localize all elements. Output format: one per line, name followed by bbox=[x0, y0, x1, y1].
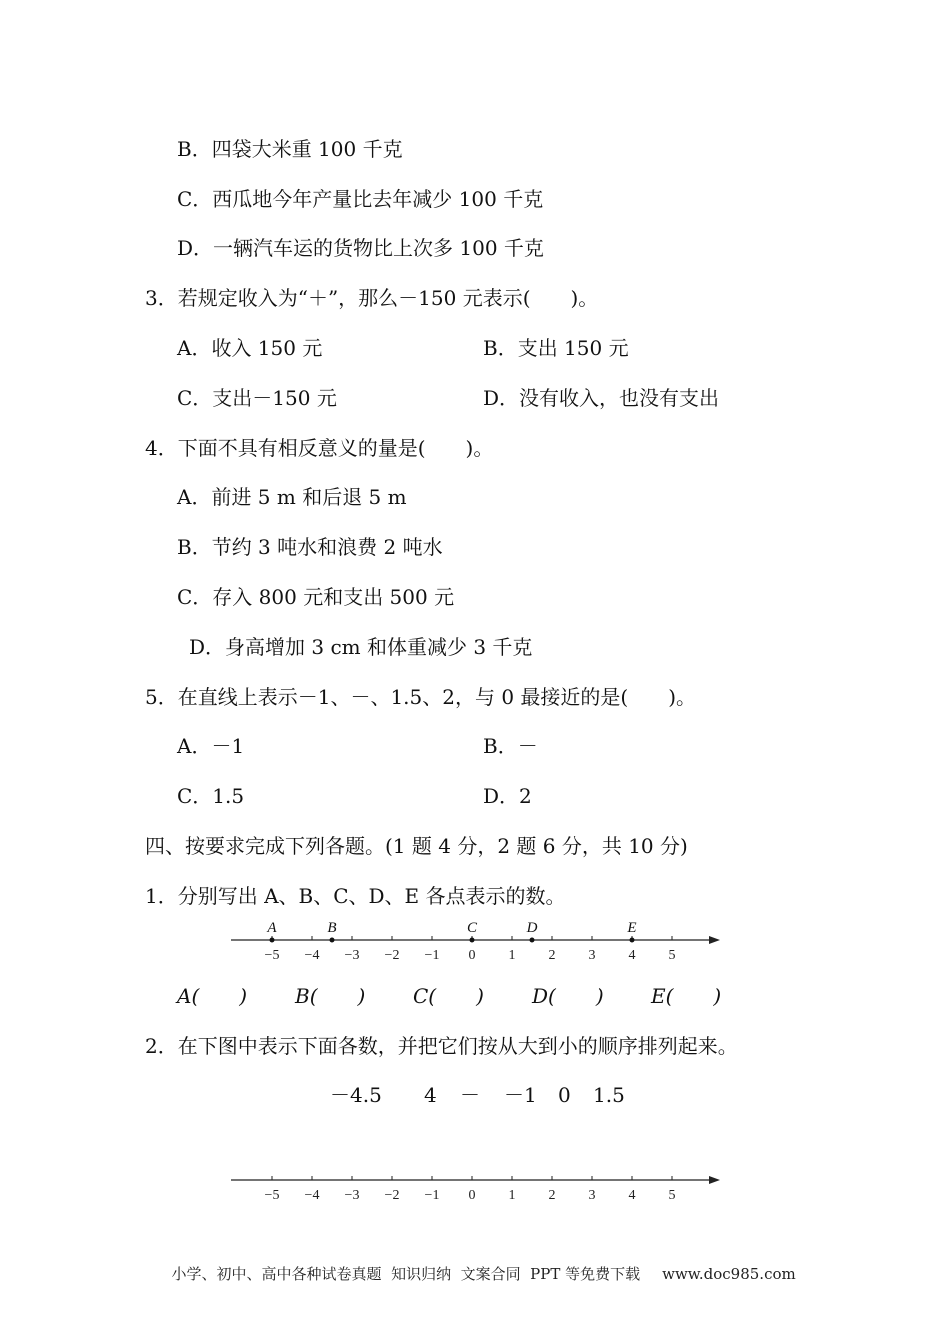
q4-option-a: A．前进 5 m 和后退 5 m bbox=[177, 485, 407, 509]
tick-label: 0 bbox=[468, 948, 476, 963]
point-label: E bbox=[627, 920, 637, 936]
footer-url[interactable]: www.doc985.com bbox=[662, 1265, 796, 1283]
tick-label: 5 bbox=[668, 1188, 676, 1203]
q4-option-c: C．存入 800 元和支出 500 元 bbox=[177, 585, 455, 609]
number-line-2 bbox=[0, 1155, 950, 1205]
q4-option-d: D．身高增加 3 cm 和体重减少 3 千克 bbox=[189, 635, 533, 659]
q5-option-d: D．2 bbox=[483, 784, 532, 808]
footer bbox=[162, 1244, 796, 1284]
point-marker bbox=[330, 938, 335, 943]
number-line-1 bbox=[0, 915, 950, 965]
point-label: A bbox=[267, 920, 277, 936]
q2-number-4: －1 bbox=[504, 1083, 537, 1107]
answer-blank-b: B( ) bbox=[295, 984, 366, 1008]
q2-number-5: 0 bbox=[558, 1083, 571, 1107]
q3-option-b: B．支出 150 元 bbox=[483, 336, 629, 360]
footer-text: 小学、初中、高中各种试卷真题 知识归纳 文案合同 PPT 等免费下载 bbox=[171, 1265, 641, 1283]
q2-number-2: 4 bbox=[424, 1083, 437, 1107]
answer-blank-d: D( ) bbox=[532, 984, 604, 1008]
q3-option-c: C．支出－150 元 bbox=[177, 386, 337, 410]
section4-q2-stem: 2．在下图中表示下面各数，并把它们按从大到小的顺序排列起来。 bbox=[145, 1034, 738, 1058]
tick-label: −3 bbox=[344, 1188, 360, 1203]
point-marker bbox=[270, 938, 275, 943]
tick-label: −5 bbox=[264, 1188, 280, 1203]
tick-label: 2 bbox=[548, 948, 556, 963]
section4-q1-stem: 1．分别写出 A、B、C、D、E 各点表示的数。 bbox=[145, 884, 566, 908]
point-marker bbox=[470, 938, 475, 943]
tick-label: 1 bbox=[508, 948, 516, 963]
tick-label: −1 bbox=[424, 1188, 440, 1203]
tick-label: 2 bbox=[548, 1188, 556, 1203]
tick-label: −4 bbox=[304, 1188, 320, 1203]
tick-label: −2 bbox=[384, 1188, 400, 1203]
q2-number-3: － bbox=[460, 1083, 480, 1107]
point-label: B bbox=[327, 920, 337, 936]
tick-label: −5 bbox=[264, 948, 280, 963]
tick-label: 4 bbox=[628, 1188, 636, 1203]
q5-option-a: A．－1 bbox=[177, 734, 245, 758]
option-c: C．西瓜地今年产量比去年减少 100 千克 bbox=[177, 187, 544, 211]
q2-number-1: －4.5 bbox=[330, 1083, 382, 1107]
answer-blank-a: A( ) bbox=[177, 984, 248, 1008]
tick-label: 4 bbox=[628, 948, 636, 963]
point-label: C bbox=[466, 920, 478, 936]
point-marker bbox=[530, 938, 535, 943]
q5-stem: 5．在直线上表示－1、－、1.5、2，与 0 最接近的是( )。 bbox=[145, 685, 697, 709]
answer-blank-c: C( ) bbox=[413, 984, 484, 1008]
tick-label: 3 bbox=[588, 1188, 596, 1203]
tick-label: −4 bbox=[304, 948, 320, 963]
q2-number-6: 1.5 bbox=[593, 1083, 625, 1107]
tick-label: −1 bbox=[424, 948, 440, 963]
option-b: B．四袋大米重 100 千克 bbox=[177, 137, 403, 161]
option-d: D．一辆汽车运的货物比上次多 100 千克 bbox=[177, 236, 544, 260]
section4-heading: 四、按要求完成下列各题。(1 题 4 分，2 题 6 分，共 10 分) bbox=[145, 834, 688, 858]
point-label: D bbox=[526, 920, 538, 936]
q3-option-d: D．没有收入，也没有支出 bbox=[483, 386, 720, 410]
tick-label: 3 bbox=[588, 948, 596, 963]
q4-option-b: B．节约 3 吨水和浪费 2 吨水 bbox=[177, 535, 443, 559]
tick-label: −2 bbox=[384, 948, 400, 963]
q4-stem: 4．下面不具有相反意义的量是( )。 bbox=[145, 436, 494, 460]
answer-blank-e: E( ) bbox=[651, 984, 722, 1008]
axis-arrow bbox=[709, 936, 720, 944]
axis-arrow bbox=[709, 1176, 720, 1184]
tick-label: 1 bbox=[508, 1188, 516, 1203]
point-marker bbox=[630, 938, 635, 943]
tick-label: −3 bbox=[344, 948, 360, 963]
q3-stem: 3．若规定收入为“＋”，那么－150 元表示( )。 bbox=[145, 286, 599, 310]
q3-option-a: A．收入 150 元 bbox=[177, 336, 323, 360]
q5-option-c: C．1.5 bbox=[177, 784, 245, 808]
q5-option-b: B．－ bbox=[483, 734, 538, 758]
tick-label: 5 bbox=[668, 948, 676, 963]
tick-label: 0 bbox=[468, 1188, 476, 1203]
